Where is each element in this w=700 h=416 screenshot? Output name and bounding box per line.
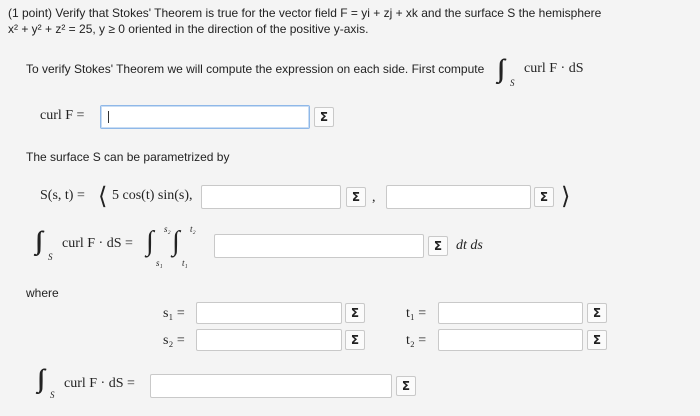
sigma-icon[interactable]: Σ: [314, 107, 334, 127]
parametrize-text: The surface S can be parametrized by: [26, 150, 230, 164]
upper-limit-s: s₂: [164, 224, 171, 234]
surface-integral-expression: [498, 52, 698, 92]
s1-label: s₁ =: [163, 306, 185, 321]
sigma-icon[interactable]: Σ: [428, 236, 448, 256]
sigma-icon[interactable]: Σ: [534, 187, 554, 207]
left-angle-bracket: ⟨: [98, 184, 108, 210]
iterated-integral-signs: [146, 222, 206, 272]
final-lhs-expression: curl F · dS =: [64, 376, 135, 391]
t2-input[interactable]: [438, 329, 583, 351]
param-lhs: S(s, t) =: [40, 188, 85, 203]
integral-expression: curl F · dS: [524, 61, 584, 76]
problem-line-2: x² + y² + z² = 25, y ≥ 0 oriented in the direction of the positive y-axis.: [8, 22, 369, 36]
integral-subscript: S: [510, 78, 515, 88]
final-answer-input[interactable]: [150, 374, 392, 398]
sigma-icon[interactable]: Σ: [346, 187, 366, 207]
upper-limit-t: t₂: [190, 224, 196, 234]
s2-label: s₂ =: [163, 333, 185, 348]
t2-label: t₂ =: [406, 333, 427, 348]
problem-line-1: (1 point) Verify that Stokes' Theorem is true for the vector field F = yi + zj + xk and the surface S the hemisphere: [8, 6, 602, 20]
s2-input[interactable]: [196, 329, 342, 351]
sigma-icon[interactable]: Σ: [345, 303, 365, 323]
where-label: where: [26, 286, 59, 300]
curl-label: curl F =: [40, 108, 85, 123]
t1-label: t₁ =: [406, 306, 427, 321]
sigma-icon[interactable]: Σ: [345, 330, 365, 350]
s1-input[interactable]: [196, 302, 342, 324]
sigma-icon[interactable]: Σ: [587, 330, 607, 350]
sigma-icon[interactable]: Σ: [587, 303, 607, 323]
integral-subscript: S: [48, 252, 53, 262]
param-component-2-input[interactable]: [201, 185, 341, 209]
right-angle-bracket: ⟩: [561, 184, 571, 210]
lower-limit-s: s₁: [156, 258, 163, 268]
integrand-input[interactable]: [214, 234, 424, 258]
param-first-component: 5 cos(t) sin(s),: [112, 188, 193, 203]
final-integral-expression: [38, 364, 158, 408]
text-caret: [108, 111, 109, 123]
curl-input[interactable]: [100, 105, 310, 129]
t1-input[interactable]: [438, 302, 583, 324]
integral-lhs-expression: curl F · dS =: [62, 236, 133, 251]
instructions-text: To verify Stokes' Theorem we will compute the expression on each side. First compute: [26, 62, 485, 76]
sigma-icon[interactable]: Σ: [396, 376, 416, 396]
integral-subscript: S: [50, 390, 55, 400]
param-component-3-input[interactable]: [386, 185, 531, 209]
component-separator: ,: [372, 190, 376, 205]
differentials-label: dt ds: [456, 238, 483, 253]
lower-limit-t: t₁: [182, 258, 188, 268]
